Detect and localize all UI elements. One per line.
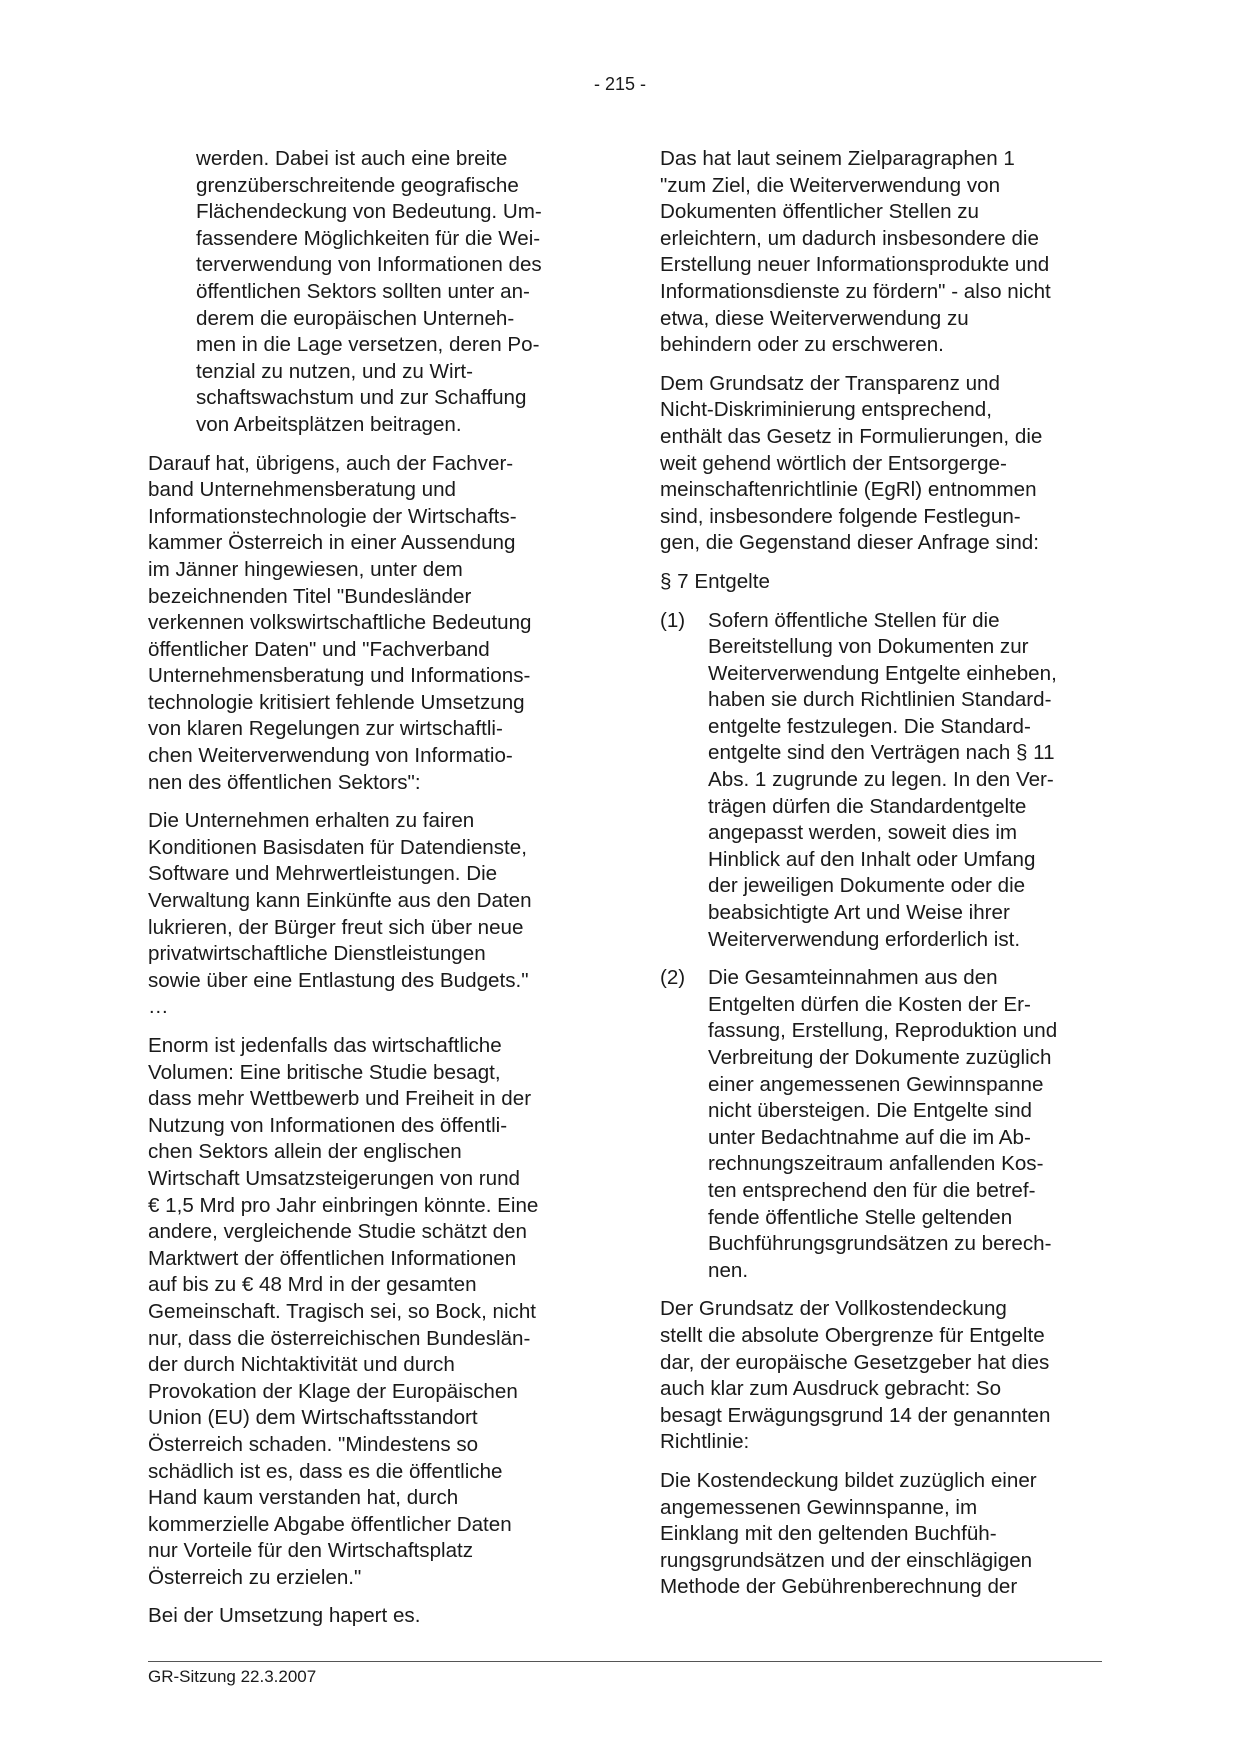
paragraph-grundsatz: Dem Grundsatz der Transparenz und Nicht-Diskriminierung entsprechend, enthält das Gesetz in Formulierungen, die weit gehend wörtlich der Entsorgerge- meinschaftenrichtlinie (EgRl) entnommen sind, insbesondere folgende Festlegun- gen, die Gegenstand dieser Anfrage sind: xyxy=(660,371,1043,555)
list-item xyxy=(660,608,1100,954)
paragraph-vollkosten: Der Grundsatz der Vollkostendeckung stellt die absolute Obergrenze für Entgelte dar, der europäische Gesetzgeber hat dies auch klar zum Ausdruck gebracht: So besagt Erwägungsgrund 14 der genannten Richtlinie: xyxy=(660,1297,1051,1454)
footer-divider xyxy=(148,1661,1102,1662)
footer-session-date: GR-Sitzung 22.3.2007 xyxy=(148,1667,317,1686)
list-item-number: (2) xyxy=(660,966,686,990)
list-item-text: Sofern öffentliche Stellen für die Bereitstellung von Dokumenten zur Weiterverwendung Entgelte einheben, haben sie durch Richtlinien Standard- entgelte festzulegen. Die Standard- entgelte sind den Verträgen nach § 11 Abs. 1 zugrunde zu legen. In den Ver- trägen dürfen die Standardentgelte angepasst werden, soweit dies im Hinblick auf den Inhalt oder Umfang der jeweiligen Dokumente oder die beabsichtigte Art und Weise ihrer Weiterverwendung erforderlich ist. xyxy=(708,608,1057,951)
page-number: - 215 - xyxy=(593,74,647,94)
section-heading: § 7 Entgelte xyxy=(660,569,770,593)
list-item-number: (1) xyxy=(660,608,686,632)
indented-quote: werden. Dabei ist auch eine breite grenzüberschreitende geografische Flächendeckung von Bedeutung. Um- fassendere Möglichkeiten für die Wei- terverwendung von Informationen des öffentlichen Sektors sollten unter an- derem die europäischen Unterneh- men in die Lage versetzen, deren Po- tenzial zu nutzen, und zu Wirt- schaftswachstum und zur Schaffung von Arbeitsplätzen beitragen. xyxy=(196,147,542,436)
left-column xyxy=(148,146,588,1642)
list-item-text: Die Gesamteinnahmen aus den Entgelten dürfen die Kosten der Er- fassung, Erstellung, Reproduktion und Verbreitung der Dokumente zuzüglich einer angemessenen Gewinnspanne nicht übersteigen. Die Entgelte sind unter Bedachtnahme auf die im Ab- rechnungszeitraum anfallenden Kos- ten entsprechend den für die betref- fende öffentliche Stelle geltenden Buchführungsgrundsätzen zu berech- nen. xyxy=(708,966,1058,1282)
paragraph-ziel: Das hat laut seinem Zielparagraphen 1 "zum Ziel, die Weiterverwendung von Dokumenten öffentlicher Stellen zu erleichtern, um dadurch insbesondere die Erstellung neuer Informationsprodukte und Informationsdienste zu fördern" - also nicht etwa, diese Weiterverwendung zu behindern oder zu erschweren. xyxy=(660,147,1051,357)
paragraph-enorm: Enorm ist jedenfalls das wirtschaftliche Volumen: Eine britische Studie besagt, dass mehr Wettbewerb und Freiheit in der Nutzung von Informationen des öffentli- chen Sektors allein der englischen Wirtschaft Umsatzsteigerungen von rund € 1,5 Mrd pro Jahr einbringen könnte. Eine andere, vergleichende Studie schätzt den Marktwert der öffentlichen Informationen auf bis zu € 48 Mrd in der gesamten Gemeinschaft. Tragisch sei, so Bock, nicht nur, dass die österreichischen Bundeslän- der durch Nichtaktivität und durch Provokation der Klage der Europäischen Union (EU) dem Wirtschaftsstandort Österreich schaden. "Mindestens so schädlich ist es, dass es die öffentliche Hand kaum verstanden hat, durch kommerzielle Abgabe öffentlicher Daten nur Vorteile für den Wirtschaftsplatz Österreich zu erzielen." xyxy=(148,1034,539,1589)
paragraph-unternehmen: Die Unternehmen erhalten zu fairen Konditionen Basisdaten für Datendienste, Software und Mehrwertleistungen. Die Verwaltung kann Einkünfte aus den Daten lukrieren, der Bürger freut sich über neue privatwirtschaftliche Dienstleistungen sowie über eine Entlastung des Budgets." xyxy=(148,809,532,992)
right-column xyxy=(660,146,1100,1613)
ellipsis: … xyxy=(148,995,169,1019)
list-item xyxy=(660,965,1100,1284)
paragraph-umsetzung: Bei der Umsetzung hapert es. xyxy=(148,1604,421,1628)
paragraph-fachverband: Darauf hat, übrigens, auch der Fachver- band Unternehmensberatung und Informationstechnologie der Wirtschafts- kammer Österreich in einer Aussendung im Jänner hingewiesen, unter dem bezeichnenden Titel "Bundesländer verkennen volkswirtschaftliche Bedeutung öffentlicher Daten" und "Fachverband Unternehmensberatung und Informations- technologie kritisiert fehlende Umsetzung von klaren Regelungen zur wirtschaftli- chen Weiterverwendung von Informatio- nen des öffentlichen Sektors": xyxy=(148,451,532,794)
paragraph-kostendeckung: Die Kostendeckung bildet zuzüglich einer angemessenen Gewinnspanne, im Einklang mit den geltenden Buchfüh- rungsgrundsätzen und der einschlägigen Methode der Gebührenberechnung der xyxy=(660,1468,1037,1599)
